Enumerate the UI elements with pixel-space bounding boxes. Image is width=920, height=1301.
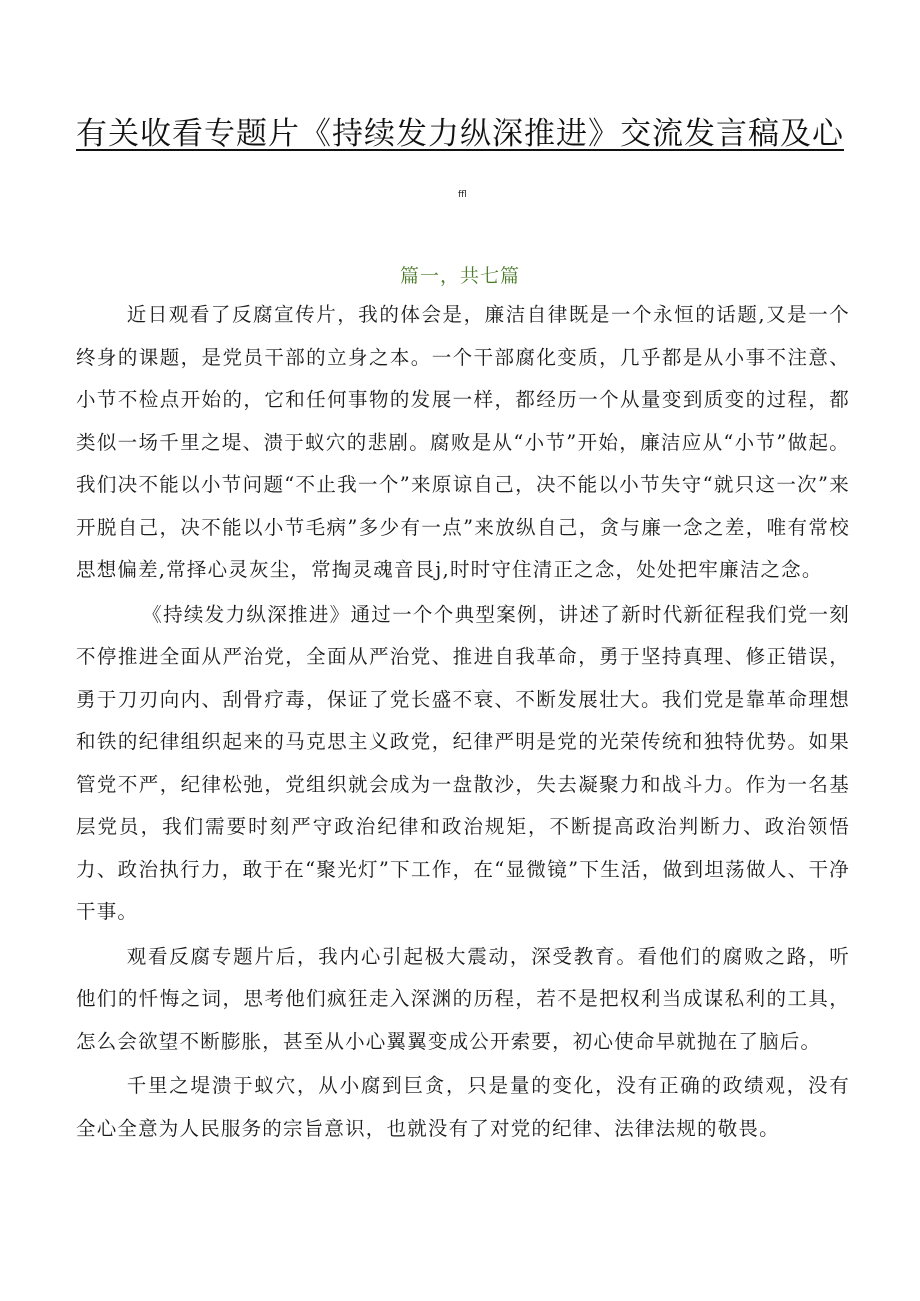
paragraph: 近日观看了反腐宣传片，我的体会是，廉洁自律既是一个永恒的话题,又是一个终身的课题，是党员干部的立身之本。一个干部腐化变质，几乎都是从小事不注意、小节不检点开始的，它和任何事物的发展一样，都经历一个从量变到质变的过程，都类似一场千里之堤、溃于蚁穴的悲剧。腐败是从“小节”开始，廉洁应从“小节”做起。我们决不能以小节问题“不止我一个”来原谅自己，决不能以小节失守“就只这一次”来开脱自己，决不能以小节毛病”多少有一点”来放纵自己，贪与廉一念之差，唯有常校思想偏差,常择心灵灰尘，常掏灵魂音艮j,时时守住清正之念，处处把牢廉洁之念。 (76, 303, 850, 581)
paragraph: 观看反腐专题片后，我内心引起极大震动，深受教育。看他们的腐败之路，听他们的忏悔之词，思考他们疯狂走入深渊的历程，若不是把权利当成谋私利的工具，怎么会欲望不断膨胀，甚至从小心翼翼变成公开索要，初心使命早就抛在了脑后。 (76, 944, 850, 1053)
paragraph: 千里之堤溃于蚁穴，从小腐到巨贪，只是量的变化，没有正确的政绩观，没有全心全意为人民服务的宗旨意识，也就没有了对党的纪律、法律法规的敬畏。 (76, 1074, 850, 1140)
title-fragment: ffl (458, 190, 467, 200)
section-heading: 篇一，共七篇 (399, 265, 520, 287)
paragraph: 《持续发力纵深推进》通过一个个典型案例，讲述了新时代新征程我们党一刻不停推进全面从严治党，全面从严治党、推进自我革命，勇于坚持真理、修正错误，勇于刀刃向内、刮骨疗毒，保证了党长盛不衰、不断发展壮大。我们党是靠革命理想和铁的纪律组织起来的马克思主义政党，纪律严明是党的光荣传统和独特优势。如果管党不严，纪律松弛，党组织就会成为一盘散沙，失去凝聚力和战斗力。作为一名基层党员，我们需要时刻严守政治纪律和政治规矩，不断提高政治判断力、政治领悟力、政治执行力，敢于在“聚光灯”下工作，在“显微镜”下生活，做到坦荡做人、干净干事。 (76, 602, 850, 923)
document-body (76, 294, 850, 1150)
document-title: 有关收看专题片《持续发力纵深推进》交流发言稿及心 (76, 116, 844, 152)
